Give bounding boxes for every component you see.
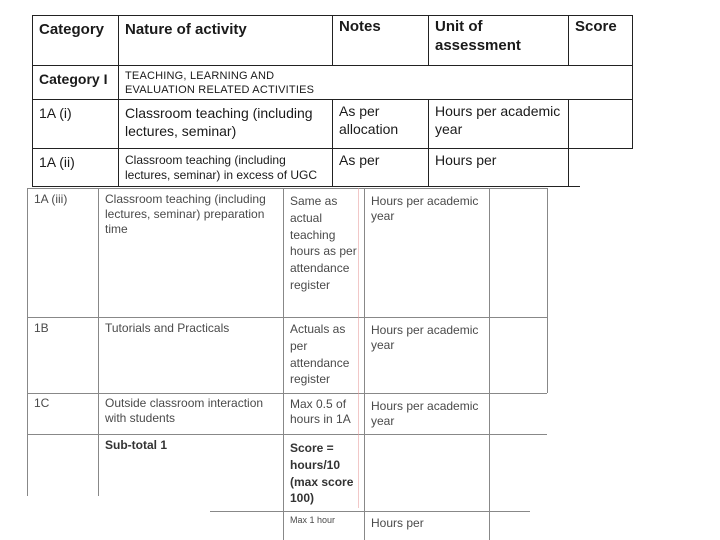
row-1c-activity: Outside classroom interaction with students xyxy=(105,396,264,425)
header-notes: Notes xyxy=(339,18,381,35)
row-1a-iii-unit: Hours per academic year xyxy=(371,194,479,223)
header-category: Category xyxy=(39,21,105,38)
row-1a-iii-code: 1A (iii) xyxy=(34,192,68,206)
row-subtotal-code xyxy=(28,435,98,441)
partial-row-unit: Hours per xyxy=(371,516,424,530)
row-subtotal-unit xyxy=(365,437,489,443)
row-1c-unit: Hours per academic year xyxy=(371,399,479,428)
row-1b-notes: Actuals as per attendance register xyxy=(290,322,350,387)
header-score: Score xyxy=(575,18,617,35)
row-1a-iii-notes: Same as actual teaching hours as per attendance register xyxy=(290,194,357,292)
row-1a-i-notes: As per allocation xyxy=(339,103,399,137)
row-1c-code: 1C xyxy=(34,396,50,410)
row-1b-unit: Hours per academic year xyxy=(371,323,479,352)
category-description: TEACHING, LEARNING AND EVALUATION RELATED ACTIVITIES xyxy=(125,70,315,96)
subtotal-label: Sub-total 1 xyxy=(105,438,167,452)
row-1c-notes: Max 0.5 of hours in 1A xyxy=(290,397,351,426)
category-label: Category I xyxy=(39,71,108,87)
row-1a-ii-code: 1A (ii) xyxy=(39,154,75,170)
subtotal-score-notes: Score = hours/10 (max score 100) xyxy=(290,441,354,506)
row-1a-i-code: 1A (i) xyxy=(39,105,72,121)
partial-row-notes: Max 1 hour xyxy=(290,515,336,525)
row-1a-iii-activity: Classroom teaching (including lectures, seminar) preparation time xyxy=(105,192,266,236)
row-1a-i-unit: Hours per academic year xyxy=(435,103,561,137)
header-nature-of-activity: Nature of activity xyxy=(125,21,247,38)
row-1b-code: 1B xyxy=(34,321,49,335)
header-unit-of-assessment: Unit of assessment xyxy=(435,18,521,54)
row-1b-activity: Tutorials and Practicals xyxy=(105,321,230,335)
row-1a-ii-notes: As per xyxy=(339,152,380,168)
row-1a-ii-activity: Classroom teaching (including lectures, seminar) in excess of UGC xyxy=(125,153,318,182)
row-1a-i-activity: Classroom teaching (including lectures, seminar) xyxy=(125,105,313,139)
row-1a-ii-unit: Hours per xyxy=(435,152,497,168)
